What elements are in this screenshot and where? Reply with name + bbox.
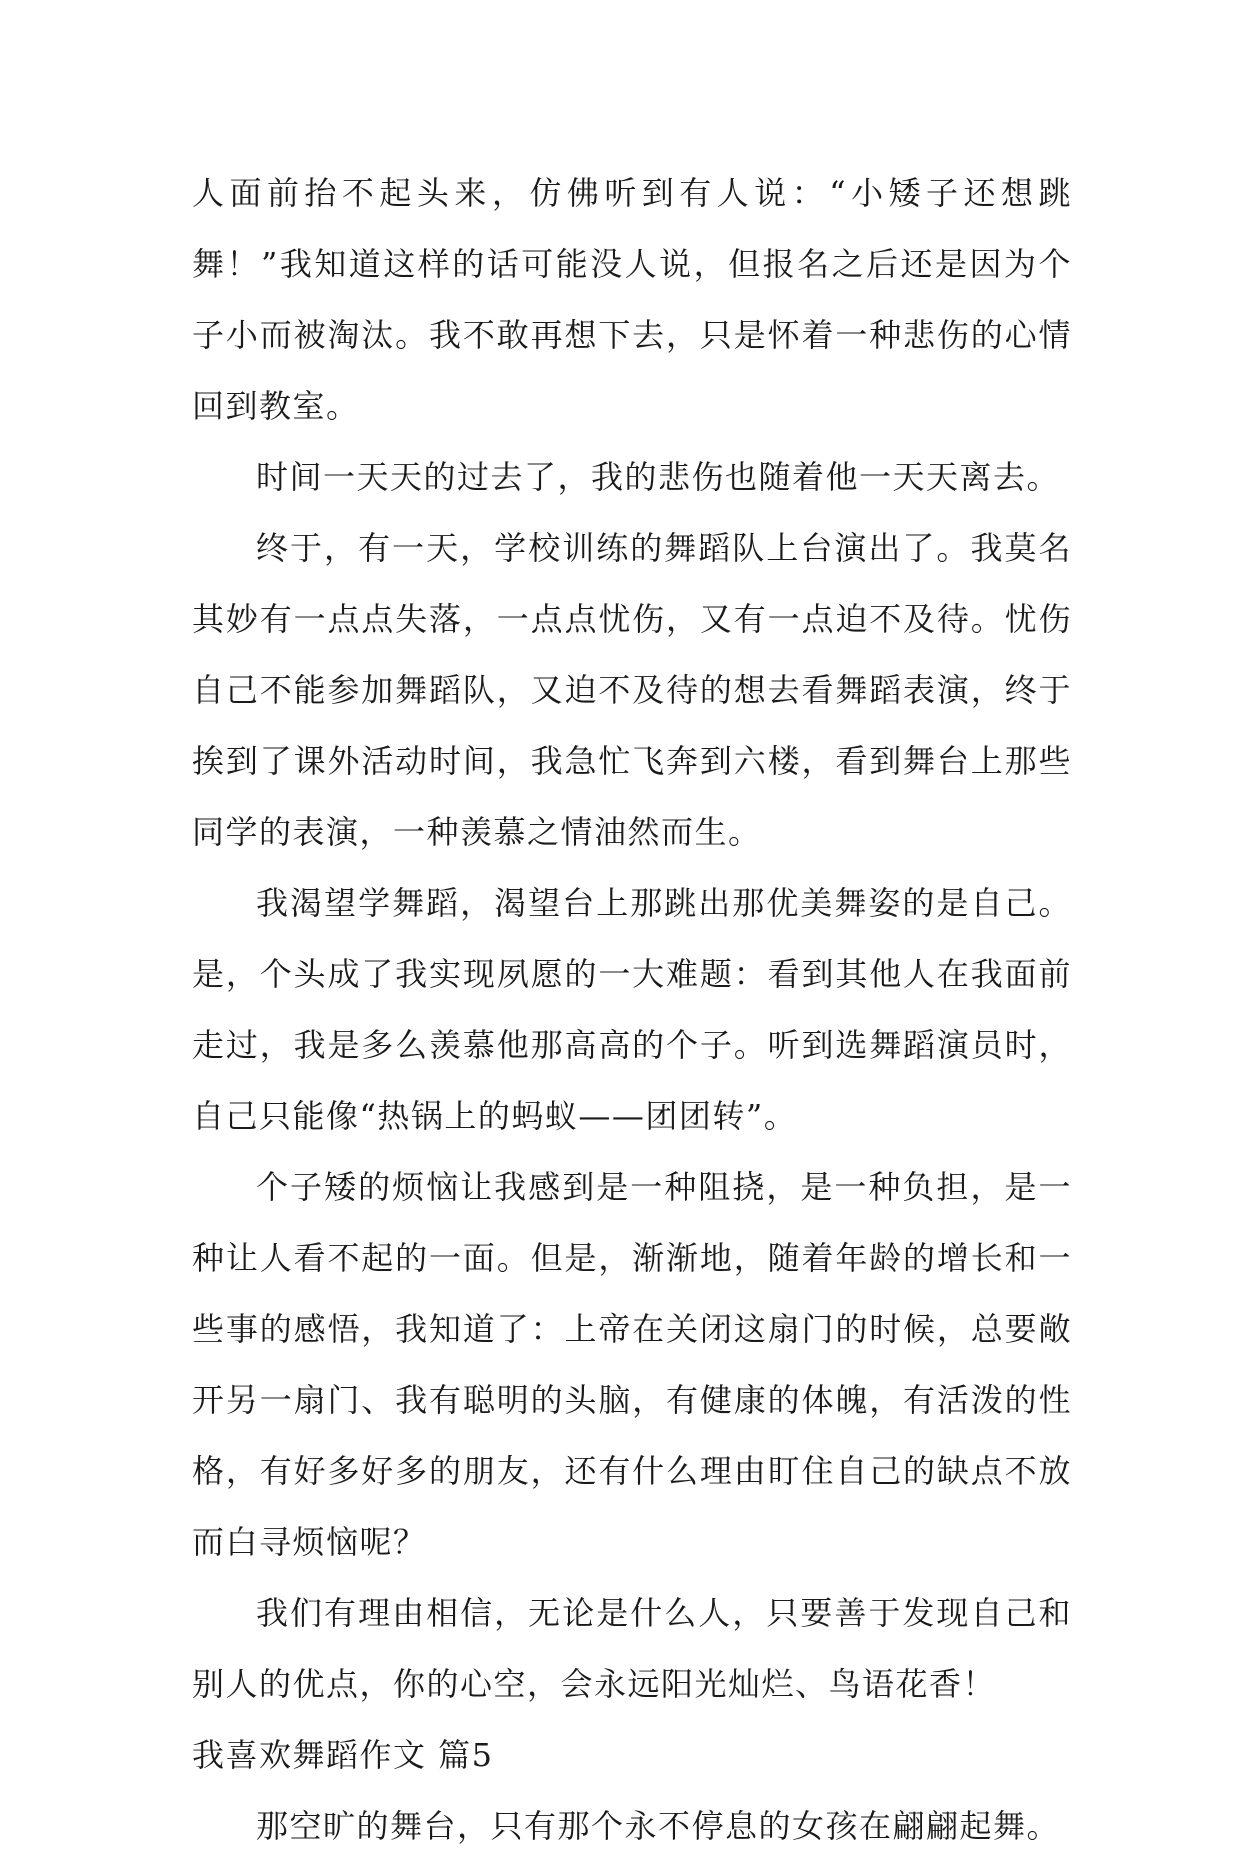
document-body	[192, 158, 1072, 1862]
section-heading: 我喜欢舞蹈作文 篇5	[192, 1736, 494, 1774]
paragraph-4: 我渴望学舞蹈，渴望台上那跳出那优美舞姿的是自己。是，个头成了我实现夙愿的一大难题：看到其他人在我面前走过，我是多么羡慕他那高高的个子。听到选舞蹈演员时，自己只能像“热锅上的蚂蚁——团团转”。	[192, 884, 1072, 1135]
paragraph-2: 时间一天天的过去了，我的悲伤也随着他一天天离去。	[256, 458, 1061, 496]
paragraph-1: 人面前抬不起头来，仿佛听到有人说：“小矮子还想跳舞！”我知道这样的话可能没人说，但报名之后还是因为个子小而被淘汰。我不敢再想下去，只是怀着一种悲伤的心情回到教室。	[192, 174, 1072, 425]
paragraph-6: 我们有理由相信，无论是什么人，只要善于发现自己和别人的优点，你的心空，会永远阳光灿烂、鸟语花香！	[192, 1594, 1072, 1703]
paragraph-3: 终于，有一天，学校训练的舞蹈队上台演出了。我莫名其妙有一点点失落，一点点忧伤，又有一点迫不及待。忧伤自己不能参加舞蹈队，又迫不及待的想去看舞蹈表演，终于挨到了课外活动时间，我急忙飞奔到六楼，看到舞台上那些同学的表演，一种羡慕之情油然而生。	[192, 529, 1072, 851]
closing-paragraph: 那空旷的舞台，只有那个永不停息的女孩在翩翩起舞。	[256, 1807, 1061, 1845]
paragraph-5: 个子矮的烦恼让我感到是一种阻挠，是一种负担，是一种让人看不起的一面。但是，渐渐地，随着年龄的增长和一些事的感悟，我知道了：上帝在关闭这扇门的时候，总要敞开另一扇门、我有聪明的头脑，有健康的体魄，有活泼的性格，有好多好多的朋友，还有什么理由盯住自己的缺点不放而白寻烦恼呢？	[192, 1168, 1072, 1561]
